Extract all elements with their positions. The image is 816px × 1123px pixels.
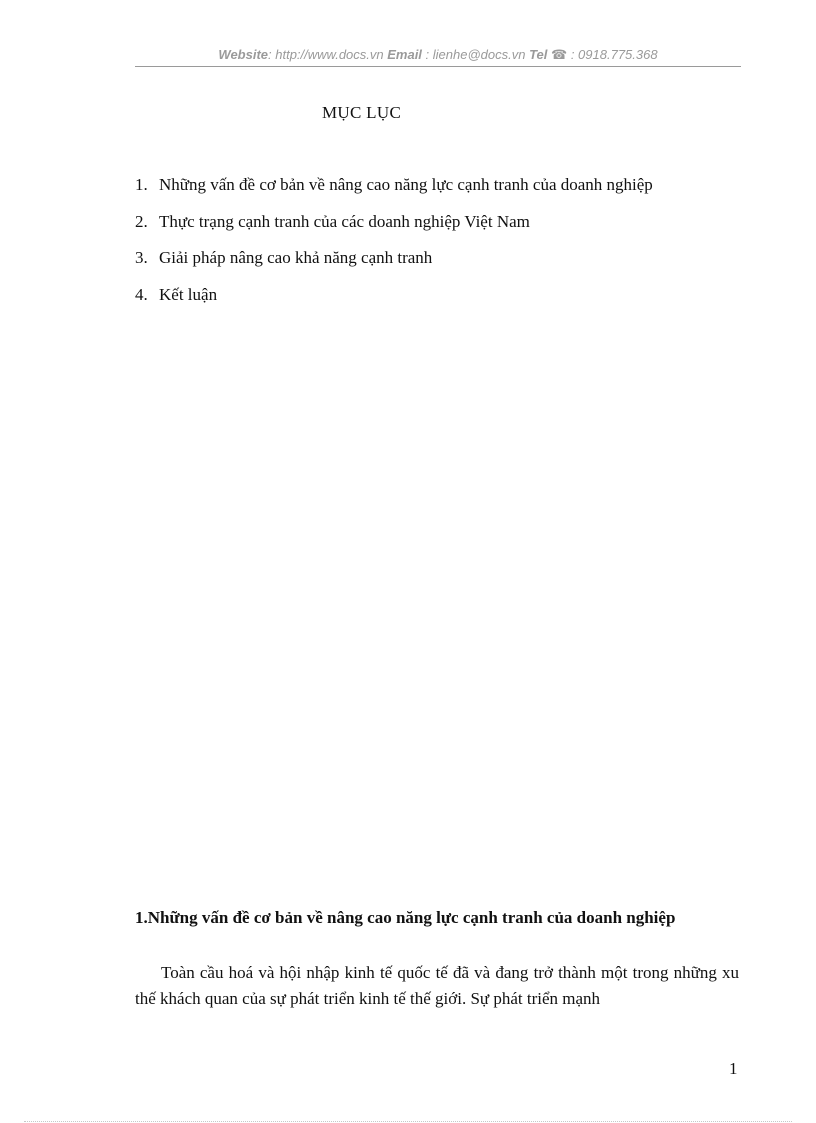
- page-bottom-divider: [24, 1121, 792, 1122]
- toc-item-text: Những vấn đề cơ bản về nâng cao năng lực cạnh tranh của doanh nghiệp: [159, 175, 653, 194]
- toc-item: [135, 175, 653, 212]
- toc-item-text: Thực trạng cạnh tranh của các doanh nghiệp Việt Nam: [159, 211, 530, 231]
- toc-item: [135, 212, 653, 249]
- toc-list: [135, 175, 653, 321]
- toc-item-number: 2.: [135, 211, 148, 231]
- toc-item-text: Kết luận: [159, 284, 218, 304]
- tel-value: : 0918.775.368: [567, 47, 658, 62]
- page-header: [135, 47, 741, 63]
- toc-item-text: Giải pháp nâng cao khả năng cạnh tranh: [159, 248, 433, 267]
- toc-item-number: 3.: [135, 248, 148, 267]
- email-value: : lienhe@docs.vn: [421, 47, 530, 62]
- toc-item-number: 4.: [135, 284, 148, 304]
- toc-item-number: 1.: [135, 175, 148, 194]
- page-number: 1: [729, 1059, 738, 1078]
- body-paragraph: Toàn cầu hoá và hội nhập kinh tế quốc tế đã và đang trở thành một trong những xu thế khách quan của sự phát triển kinh tế thế giới. Sự phát triển mạnh: [135, 963, 739, 1008]
- email-label: Email: [387, 47, 422, 62]
- website-value: : http://www.docs.vn: [268, 47, 388, 62]
- section-heading: 1.Những vấn đề cơ bản về nâng cao năng lực cạnh tranh của doanh nghiệp: [135, 908, 676, 927]
- tel-label: Tel: [529, 47, 548, 62]
- toc-title: MỤC LỤC: [322, 103, 402, 122]
- website-label: Website: [218, 47, 269, 62]
- toc-item: [135, 248, 653, 285]
- toc-item: [135, 285, 653, 322]
- phone-icon: ☎: [551, 47, 568, 62]
- header-rule: [135, 66, 741, 67]
